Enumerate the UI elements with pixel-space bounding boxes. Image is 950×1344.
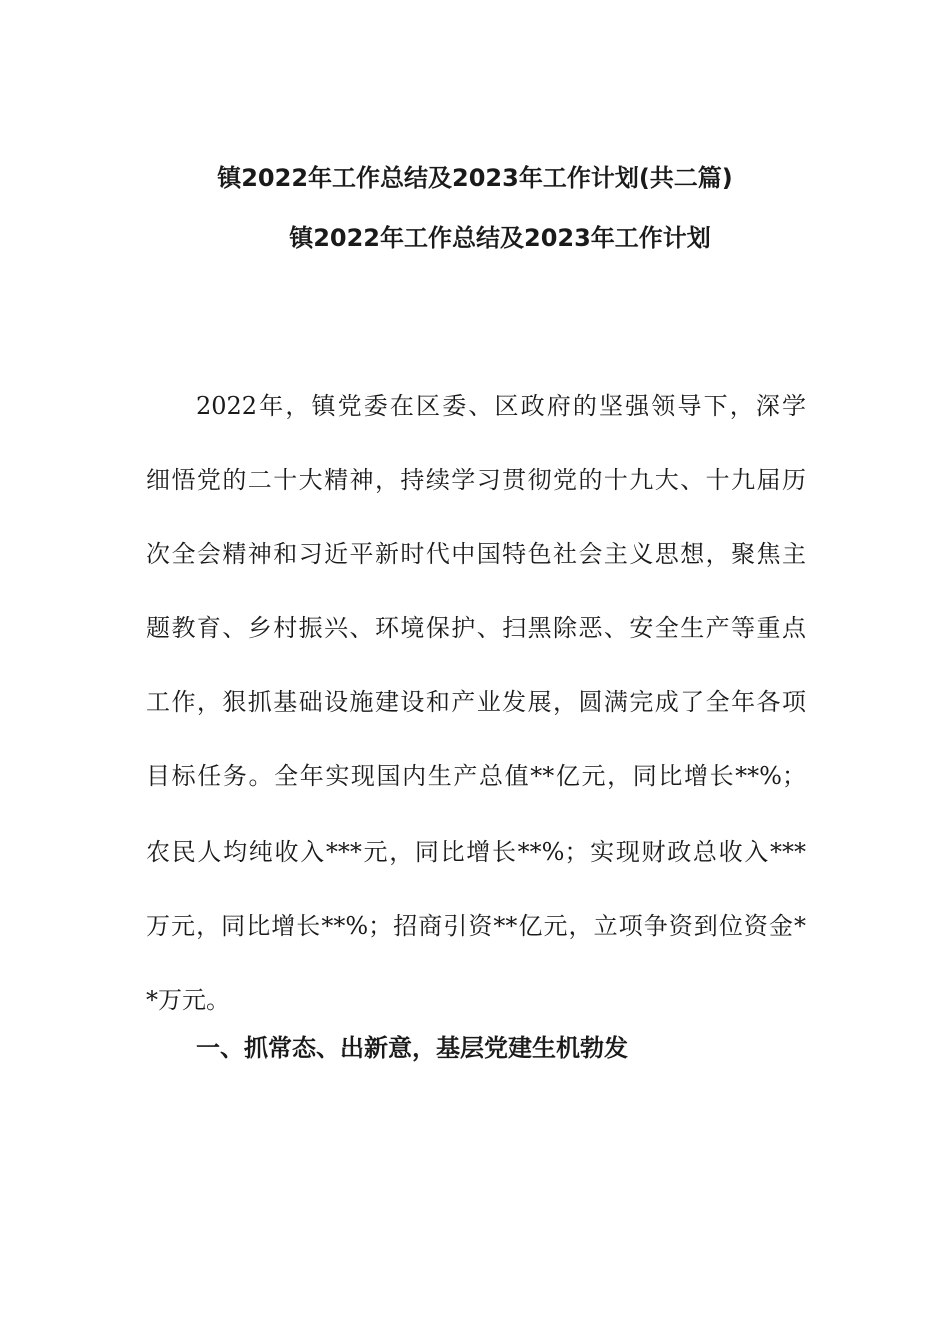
paragraph-line: 万元，同比增长**%；招商引资**亿元，立项争资到位资金*	[146, 912, 806, 940]
paragraph-line: 细悟党的二十大精神，持续学习贯彻党的十九大、十九届历	[146, 466, 806, 494]
paragraph-line: 目标任务。全年实现国内生产总值**亿元，同比增长**%；	[146, 762, 806, 790]
paragraph-line: 2022年，镇党委在区委、区政府的坚强领导下，深学	[196, 392, 806, 420]
section-heading: 一、抓常态、出新意，基层党建生机勃发	[196, 1034, 628, 1062]
paragraph-line: 农民人均纯收入***元，同比增长**%；实现财政总收入***	[146, 838, 806, 866]
paragraph-line: 次全会精神和习近平新时代中国特色社会主义思想，聚焦主	[146, 540, 806, 568]
document-sub-title: 镇2022年工作总结及2023年工作计划	[289, 224, 711, 252]
paragraph-line: 工作，狠抓基础设施建设和产业发展，圆满完成了全年各项	[146, 688, 806, 716]
paragraph-line: *万元。	[146, 986, 230, 1014]
document-main-title: 镇2022年工作总结及2023年工作计划(共二篇)	[217, 164, 733, 192]
paragraph-line: 题教育、乡村振兴、环境保护、扫黑除恶、安全生产等重点	[146, 614, 806, 642]
